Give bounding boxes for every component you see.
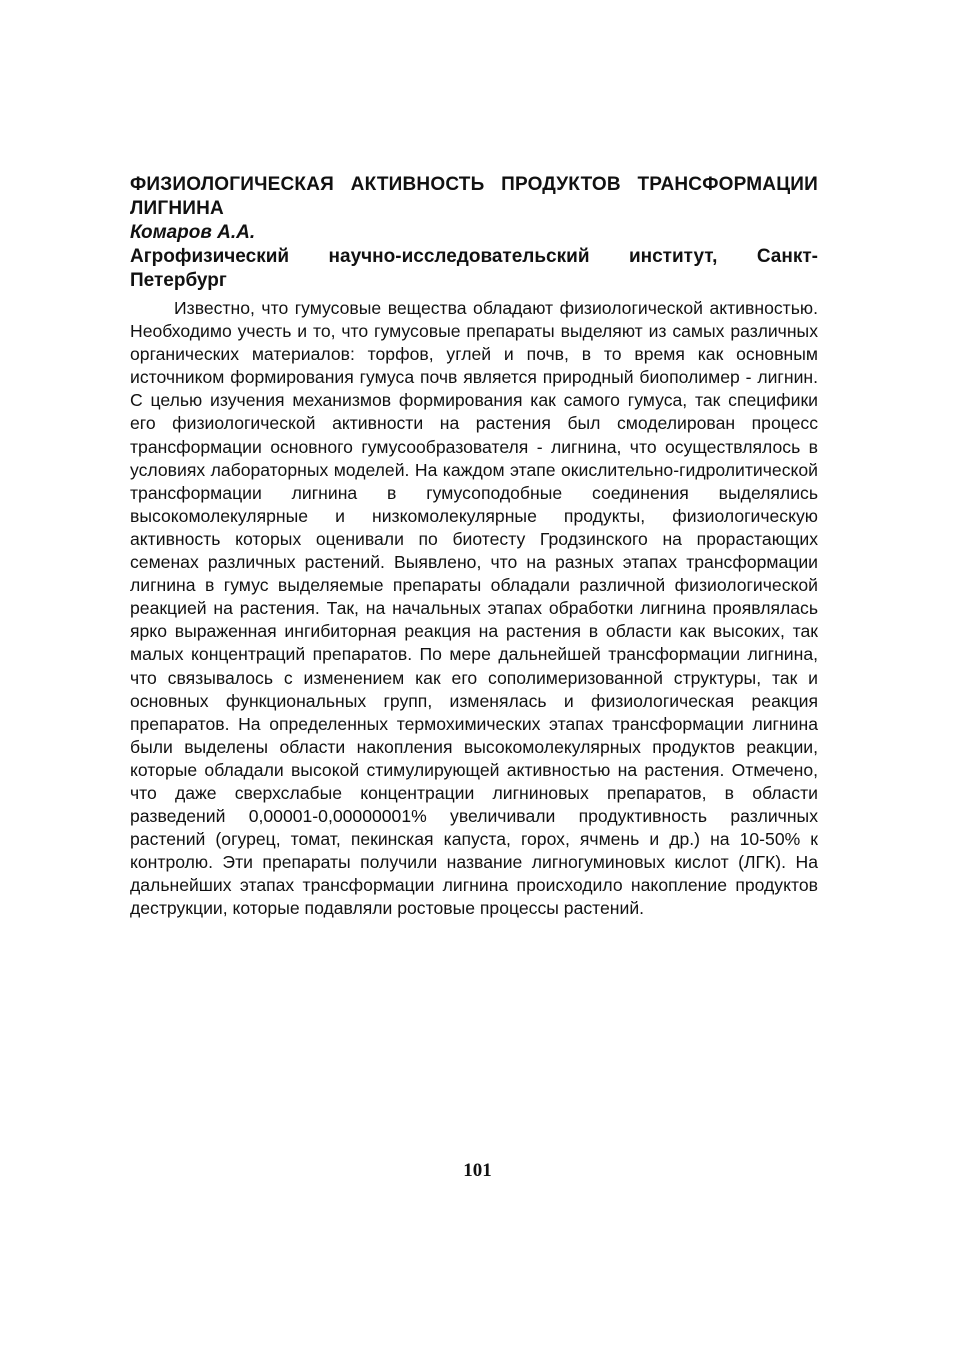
article-title: ФИЗИОЛОГИЧЕСКАЯ АКТИВНОСТЬ ПРОДУКТОВ ТРАНСФОРМАЦИИ ЛИГНИНА — [130, 174, 818, 219]
page-number: 101 — [463, 1160, 492, 1181]
article — [130, 173, 818, 921]
article-body: Известно, что гумусовые вещества обладают физиологической активностью. Необходимо учесть и то, что гумусовые препараты выделяют из самых различных органических материалов: торфов, углей и почв, в то время как основным источником формирования гумуса почв является природный биополимер - лигнин. С целью изучения механизмов формирования как самого гумуса, так специфики его физиологической активности на растения был смоделирован процесс трансформации основного гумусообразователя - лигнина, что осуществлялось в условиях лабораторных моделей. На каждом этапе окислительно-гидролитической трансформации лигнина в гумусоподобные соединения выделялись высокомолекулярные и низкомолекулярные продукты, физиологическую активность которых оценивали по биотесту Гродзинского на прорастающих семенах различных растений. Выявлено, что на разных этапах трансформации лигнина в гумус выделяемые препараты обладали различной физиологической реакцией на растения. Так, на начальных этапах обработки лигнина проявлялась ярко выраженная ингибиторная реакция на растения в области как высоких, так малых концентраций препаратов. По мере дальнейшей трансформации лигнина, что связывалось с изменением как его сополимеризованной структуры, так и основных функциональных групп, изменялась и физиологическая реакция препаратов. На определенных термохимических этапах трансформации лигнина были выделены области накопления высокомолекулярных продуктов реакции, которые обладали высокой стимулирующей активностью на растения. Отмечено, что даже сверхслабые концентрации лигниновых препаратов, в области разведений 0,00001-0,00000001% увеличивали продуктивность различных растений (огурец, томат, пекинская капуста, горох, ячмень и др.) на 10-50% к контролю. Эти препараты получили название лигногуминовых кислот (ЛГК). На дальнейших этапах трансформации лигнина происходило накопление продуктов деструкции, которые подавляли ростовые процессы растений. — [130, 298, 818, 919]
article-affiliation: Агрофизический научно-исследовательский институт, Санкт-Петербург — [130, 246, 818, 291]
article-author: Комаров А.А. — [130, 222, 256, 243]
